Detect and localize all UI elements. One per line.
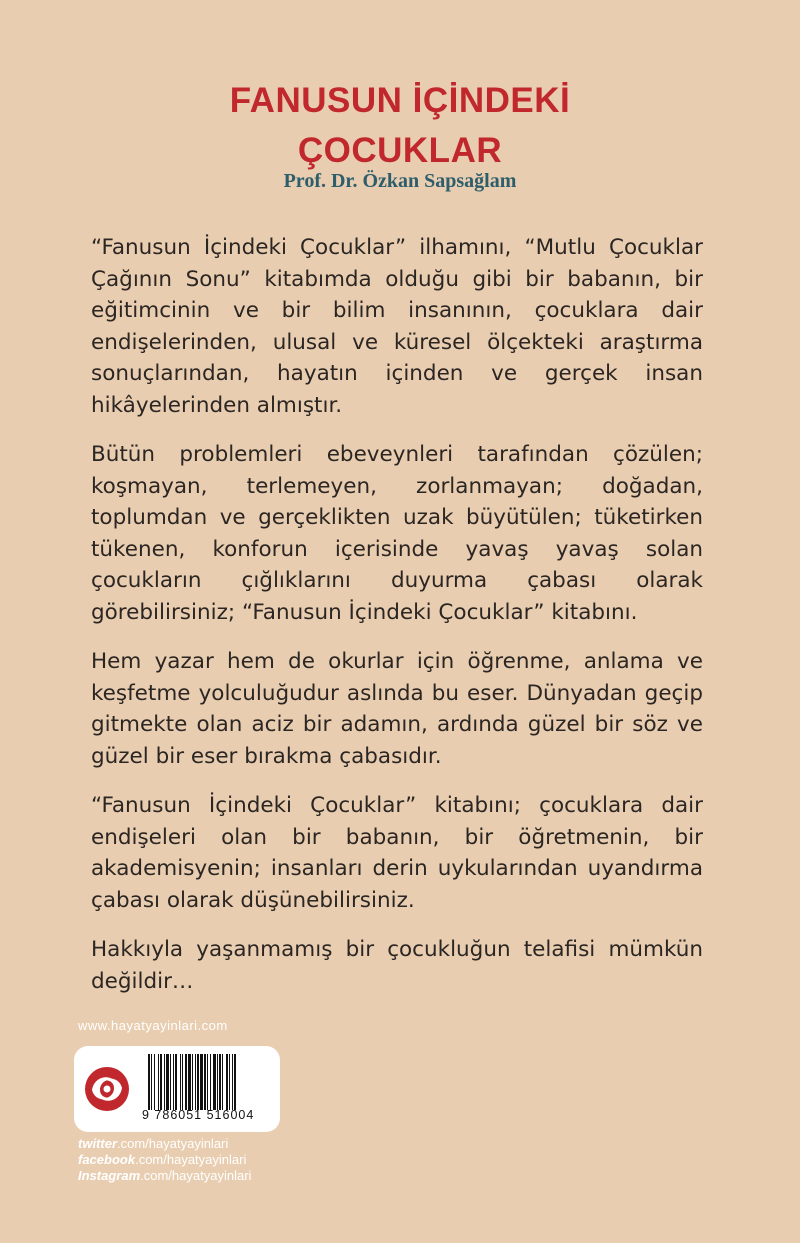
social-link-facebook[interactable] — [78, 1152, 251, 1168]
facebook-path: .com/hayatyayinlari — [135, 1152, 247, 1167]
barcode-icon — [148, 1054, 270, 1110]
twitter-path: .com/hayatyayinlari — [117, 1136, 229, 1151]
publisher-website: www.hayatyayinlari.com — [78, 1018, 228, 1033]
book-title-line-2: ÇOCUKLAR — [297, 131, 503, 170]
facebook-brand: facebook — [78, 1152, 136, 1167]
book-title — [0, 76, 800, 176]
author-name: Prof. Dr. Özkan Sapsağlam — [283, 170, 517, 192]
blurb-paragraph-5: Hakkıyla yaşanmamış bir çocukluğun telafisi mümkün değildir… — [91, 937, 703, 994]
social-link-twitter[interactable] — [78, 1136, 251, 1152]
blurb-paragraph-4: “Fanusun İçindeki Çocuklar” kitabını; çocuklara dair endişeleri olan bir babanın, bir öğretmenin, bir akademisyenin; insanları derin uykularından uyandırma çabası olarak düşünebilirsiniz. — [91, 793, 703, 913]
back-cover-blurb — [91, 232, 703, 1015]
blurb-paragraph-1: “Fanusun İçindeki Çocuklar” ilhamını, “Mutlu Çocuklar Çağının Sonu” kitabımda olduğu gibi bir babanın, bir eğitimcinin ve bir bilim insanının, çocuklara dair endişelerinden, ulusal ve küresel ölçekteki araştırma sonuçlarından, hayatın içinden ve gerçek insan hikâyelerinden almıştır. — [91, 235, 703, 418]
blurb-paragraph-2: Bütün problemleri ebeveynleri tarafından çözülen; koşmayan, terlemeyen, zorlanmayan; doğadan, toplumdan ve gerçeklikten uzak büyütülen; tüketirken tükenen, konforun içerisinde yavaş yavaş solan çocukların çığlıklarını duyurma çabası olarak görebilirsiniz; “Fanusun İçindeki Çocuklar” kitabını. — [91, 442, 703, 625]
blurb-paragraph-3: Hem yazar hem de okurlar için öğrenme, anlama ve keşfetme yolculuğudur aslında bu eser. Dünyadan geçip gitmekte olan aciz bir adamın, ardında güzel bir söz ve güzel bir eser bırakma çabasıdır. — [91, 649, 703, 769]
instagram-brand: Instagram — [78, 1168, 141, 1183]
isbn-number: 9 786051 516004 — [142, 1108, 255, 1122]
book-title-line-1: FANUSUN İÇİNDEKİ — [229, 81, 571, 120]
twitter-brand: twitter — [78, 1136, 117, 1151]
social-link-instagram[interactable] — [78, 1168, 251, 1184]
social-links — [78, 1136, 251, 1184]
instagram-path: .com/hayatyayinlari — [140, 1168, 252, 1183]
barcode-panel — [74, 1046, 280, 1132]
publisher-logo-icon — [84, 1066, 130, 1112]
